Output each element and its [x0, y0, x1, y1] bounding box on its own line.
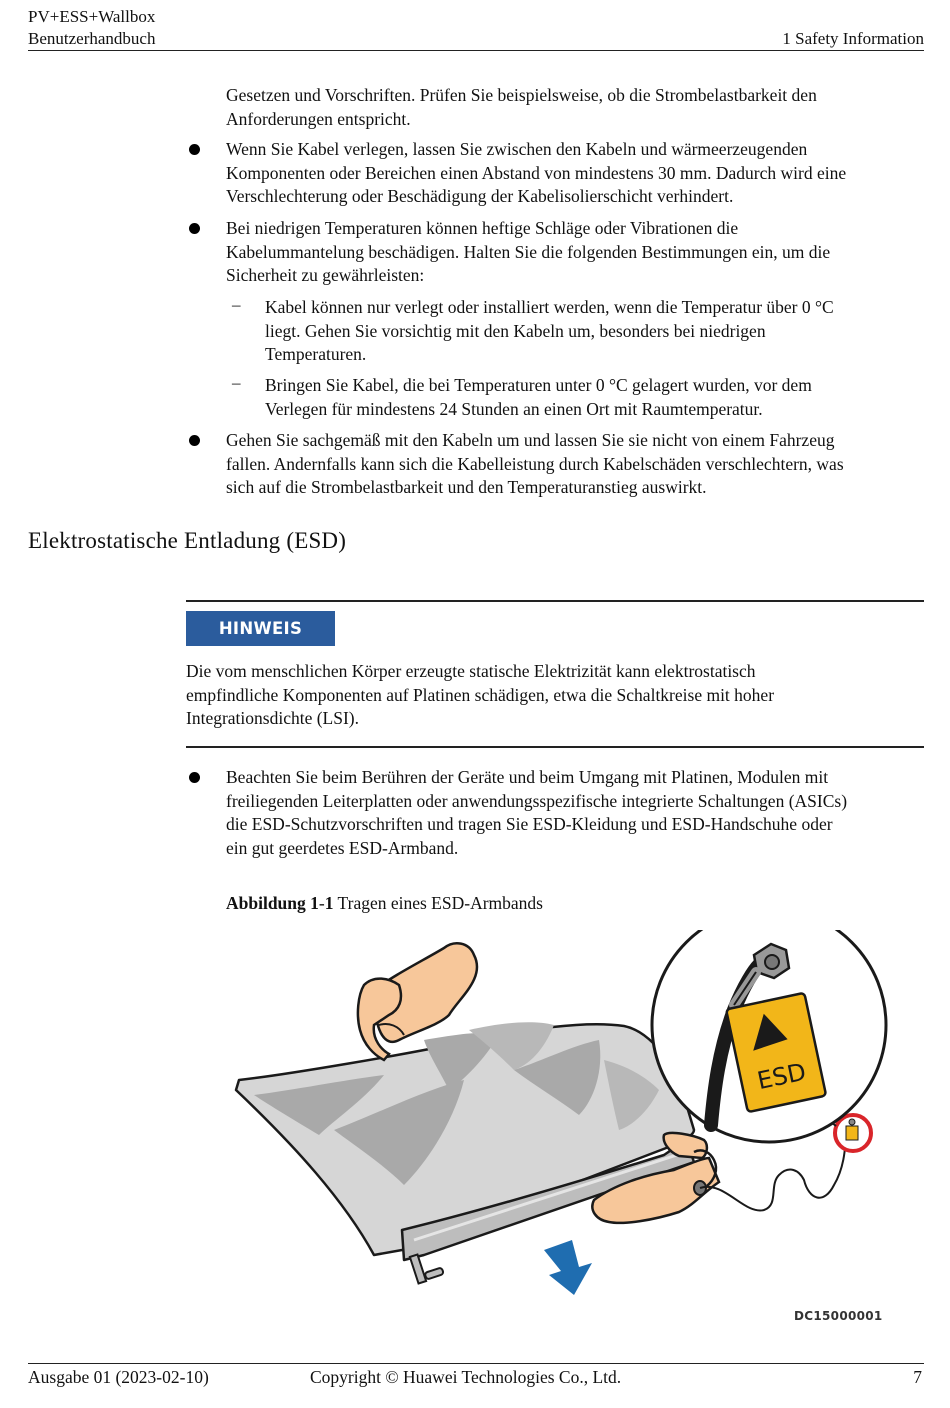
esd-label: ESD: [754, 1057, 809, 1096]
text-line: empfindliche Komponenten auf Platinen schädigen, etwa die Schaltkreise mit hoher: [186, 684, 775, 705]
sub-item-paragraph: [265, 374, 812, 421]
text-line: Bei niedrigen Temperaturen können heftige Schläge oder Vibrationen die: [226, 218, 739, 238]
caption-sep: -: [318, 893, 325, 913]
caption-label-text: Abbildung 1: [226, 893, 319, 913]
header-product: PV+ESS+Wallbox: [28, 7, 156, 26]
bullet-paragraph: [226, 429, 844, 500]
text-line: Integrationsdichte (LSI).: [186, 708, 360, 729]
bullet-paragraph: [226, 766, 847, 860]
caption-number: 1: [324, 893, 334, 913]
text-line: Bringen Sie Kabel, die bei Temperaturen unter 0 °C gelagert wurden, vor dem: [265, 375, 812, 395]
sub-item-paragraph: [265, 296, 834, 367]
text-line: Wenn Sie Kabel verlegen, lassen Sie zwischen den Kabeln und wärmeerzeugenden: [226, 139, 808, 159]
bullet-marker: [189, 772, 200, 783]
footer-copyright: Copyright © Huawei Technologies Co., Ltd.: [310, 1367, 622, 1387]
note-bottom-rule: [186, 746, 924, 748]
text-line: Verschlechterung oder Beschädigung der Kabelisolierschicht verhindert.: [226, 186, 734, 207]
dash-marker: –: [232, 295, 241, 314]
text-line: sich auf die Strombelastbarkeit und den Temperaturanstieg auswirkt.: [226, 477, 707, 498]
text-line: liegt. Gehen Sie vorsichtig mit den Kabeln um, besonders bei niedrigen: [265, 320, 766, 341]
text-line: Kabelummantelung beschädigen. Halten Sie die folgenden Bestimmungen ein, um die: [226, 241, 831, 262]
bullet-marker: [189, 223, 200, 234]
text-line: Beachten Sie beim Berühren der Geräte und beim Umgang mit Platinen, Modulen mit: [226, 767, 829, 787]
grounding-point-marker: [835, 1115, 871, 1151]
figure-code: DC15000001: [794, 1309, 883, 1323]
bullet-marker: [189, 144, 200, 155]
header-chapter: 1 Safety Information: [782, 29, 924, 48]
text-line: Verlegen für mindestens 24 Stunden an einen Ort mit Raumtemperatur.: [265, 398, 763, 419]
caption-text: Tragen eines ESD-Armbands: [333, 893, 543, 913]
page-footer: [28, 1363, 924, 1394]
note-badge: HINWEIS: [186, 611, 335, 646]
text-line: Gesetzen und Vorschriften. Prüfen Sie beispielsweise, ob die Strombelastbarkeit den: [226, 85, 817, 105]
bullet-paragraph: [226, 138, 846, 209]
caption-label: [226, 893, 333, 913]
footer-issue: Ausgabe 01 (2023-02-10): [28, 1367, 209, 1387]
section-title: Elektrostatische Entladung (ESD): [28, 528, 347, 553]
text-line: ein gut geerdetes ESD-Armband.: [226, 837, 459, 858]
text-line: freiliegenden Leiterplatten oder anwendungsspezifische integrierte Schaltungen (ASICs): [226, 790, 848, 811]
esd-wrist-strap-illustration: [224, 930, 924, 1330]
text-line: Temperaturen.: [265, 344, 367, 365]
text-line: Komponenten oder Bereichen einen Abstand von mindestens 30 mm. Dadurch wird eine: [226, 162, 847, 183]
header-left: [28, 6, 155, 50]
figure-caption: [226, 892, 543, 915]
note-top-rule: [186, 600, 924, 602]
down-arrow-icon: [544, 1240, 592, 1295]
text-line: Anforderungen entspricht.: [226, 108, 411, 129]
text-line: die ESD-Schutzvorschriften und tragen Sie ESD-Kleidung und ESD-Handschuhe oder: [226, 814, 833, 835]
text-line: Gehen Sie sachgemäß mit den Kabeln um und lassen Sie sie nicht von einem Fahrzeug: [226, 430, 835, 450]
page-header: [28, 6, 924, 51]
text-line: Sicherheit zu gewährleisten:: [226, 265, 425, 286]
continuation-paragraph: [226, 84, 817, 131]
text-line: Die vom menschlichen Körper erzeugte statische Elektrizität kann elektrostatisch: [186, 661, 756, 681]
bullet-paragraph: [226, 217, 830, 288]
text-line: Kabel können nur verlegt oder installiert werden, wenn die Temperatur über 0 °C: [265, 297, 834, 317]
dash-marker: –: [232, 373, 241, 392]
footer-page-number: 7: [913, 1367, 922, 1387]
note-text: [186, 660, 774, 731]
magnified-grounding-jack: [652, 930, 886, 1142]
text-line: fallen. Andernfalls kann sich die Kabelleistung durch Kabelschäden verschlechtern, was: [226, 453, 844, 474]
header-manual: Benutzerhandbuch: [28, 29, 156, 48]
bullet-marker: [189, 435, 200, 446]
